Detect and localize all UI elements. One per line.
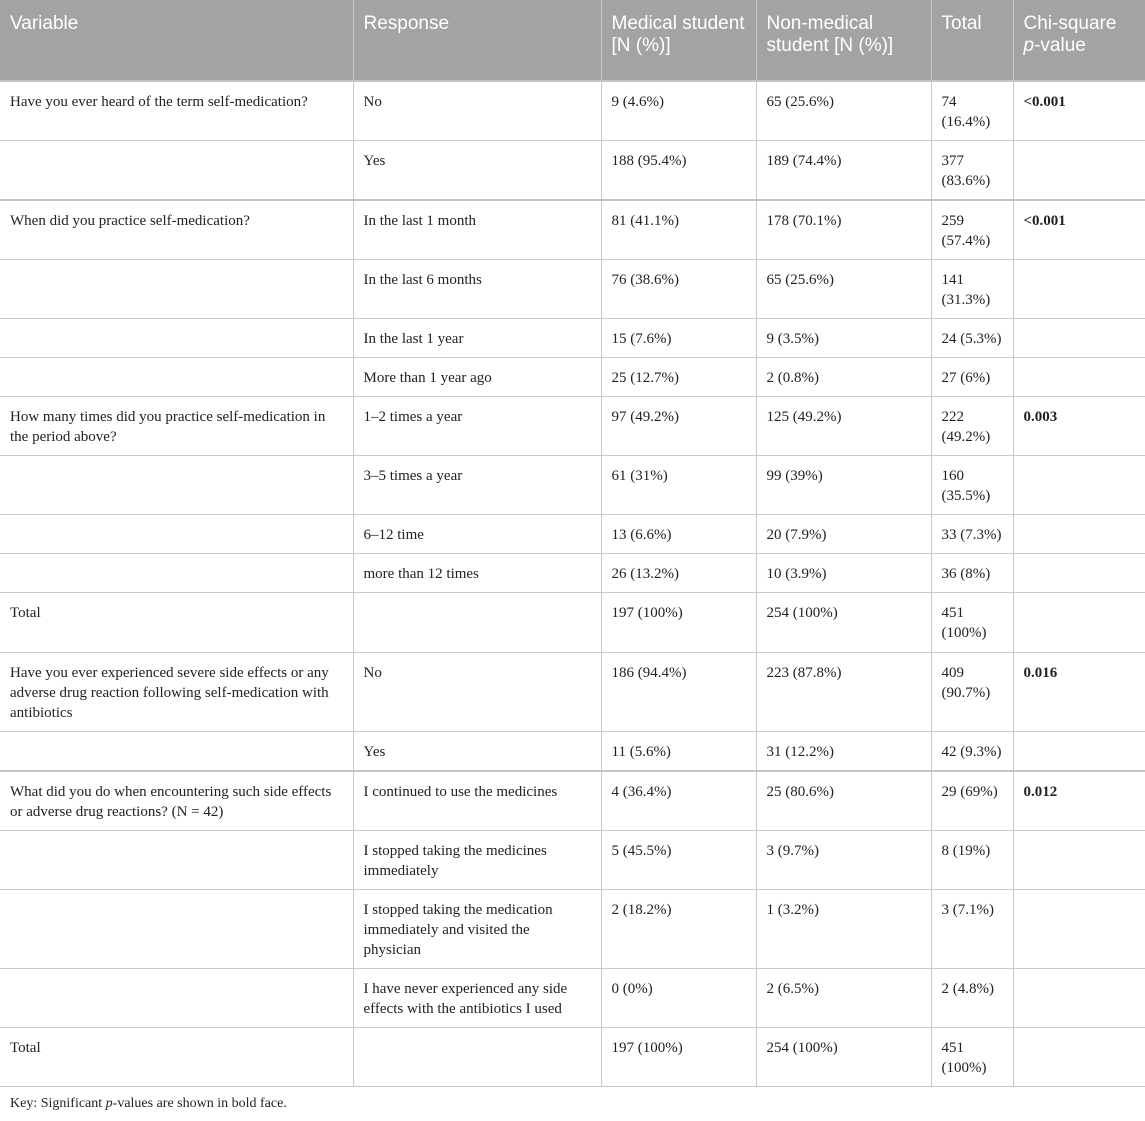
table-row (0, 200, 1145, 260)
cell-total: 74 (16.4%) (931, 81, 1013, 141)
header-chi-p: p (1023, 35, 1035, 56)
cell-total: 451 (100%) (931, 1028, 1013, 1087)
cell-response: No (353, 653, 601, 732)
table-row (0, 397, 1145, 456)
footnote-p: p (105, 1096, 113, 1111)
cell-nonmedical: 223 (87.8%) (756, 653, 931, 732)
table-row (0, 831, 1145, 890)
cell-nonmedical: 10 (3.9%) (756, 554, 931, 593)
cell-response: more than 12 times (353, 554, 601, 593)
table-row (0, 593, 1145, 653)
cell-nonmedical: 254 (100%) (756, 593, 931, 653)
table-row (0, 358, 1145, 397)
cell-p-value: <0.001 (1013, 200, 1145, 260)
header-row (0, 0, 1145, 81)
cell-nonmedical: 1 (3.2%) (756, 890, 931, 969)
cell-total: 377 (83.6%) (931, 141, 1013, 201)
cell-total: 2 (4.8%) (931, 969, 1013, 1028)
table-row (0, 456, 1145, 515)
cell-response: I have never experienced any side effects with the antibiotics I used (353, 969, 601, 1028)
cell-total: 33 (7.3%) (931, 515, 1013, 554)
cell-p-value: 0.012 (1013, 771, 1145, 831)
cell-medical: 5 (45.5%) (601, 831, 756, 890)
cell-nonmedical: 189 (74.4%) (756, 141, 931, 201)
cell-variable (0, 456, 353, 515)
cell-variable (0, 732, 353, 772)
cell-p-value (1013, 890, 1145, 969)
cell-medical: 4 (36.4%) (601, 771, 756, 831)
cell-response: 3–5 times a year (353, 456, 601, 515)
cell-medical: 197 (100%) (601, 1028, 756, 1087)
cell-medical: 188 (95.4%) (601, 141, 756, 201)
cell-nonmedical: 2 (6.5%) (756, 969, 931, 1028)
table-row (0, 771, 1145, 831)
footnote-prefix: Key: Significant (10, 1096, 106, 1111)
cell-total: 3 (7.1%) (931, 890, 1013, 969)
table-row (0, 81, 1145, 141)
cell-total: 451 (100%) (931, 593, 1013, 653)
cell-p-value: 0.016 (1013, 653, 1145, 732)
cell-variable: When did you practice self-medication? (0, 200, 353, 260)
cell-medical: 197 (100%) (601, 593, 756, 653)
table-row (0, 554, 1145, 593)
cell-response: I stopped taking the medication immediately and visited the physician (353, 890, 601, 969)
cell-nonmedical: 9 (3.5%) (756, 319, 931, 358)
cell-nonmedical: 31 (12.2%) (756, 732, 931, 772)
cell-p-value (1013, 554, 1145, 593)
cell-medical: 26 (13.2%) (601, 554, 756, 593)
cell-variable: Have you ever experienced severe side effects or any adverse drug reaction following self-medication with antibiotics (0, 653, 353, 732)
cell-variable (0, 358, 353, 397)
cell-medical: 186 (94.4%) (601, 653, 756, 732)
cell-variable (0, 969, 353, 1028)
header-nonmedical: Non-medical student [N (%)] (756, 0, 931, 81)
header-medical: Medical student [N (%)] (601, 0, 756, 81)
cell-nonmedical: 3 (9.7%) (756, 831, 931, 890)
cell-p-value (1013, 593, 1145, 653)
cell-p-value: 0.003 (1013, 397, 1145, 456)
cell-p-value (1013, 969, 1145, 1028)
cell-nonmedical: 178 (70.1%) (756, 200, 931, 260)
cell-total: 160 (35.5%) (931, 456, 1013, 515)
cell-medical: 97 (49.2%) (601, 397, 756, 456)
cell-total: 222 (49.2%) (931, 397, 1013, 456)
cell-p-value (1013, 456, 1145, 515)
cell-response: 6–12 time (353, 515, 601, 554)
table-row (0, 890, 1145, 969)
cell-variable (0, 141, 353, 201)
cell-variable: How many times did you practice self-medication in the period above? (0, 397, 353, 456)
cell-medical: 81 (41.1%) (601, 200, 756, 260)
cell-total: 42 (9.3%) (931, 732, 1013, 772)
cell-response (353, 593, 601, 653)
cell-nonmedical: 254 (100%) (756, 1028, 931, 1087)
cell-response: I stopped taking the medicines immediately (353, 831, 601, 890)
cell-variable: Total (0, 593, 353, 653)
cell-nonmedical: 2 (0.8%) (756, 358, 931, 397)
cell-total: 24 (5.3%) (931, 319, 1013, 358)
cell-variable: What did you do when encountering such side effects or adverse drug reactions? (N = 42) (0, 771, 353, 831)
header-chi-square (1013, 0, 1145, 81)
cell-variable (0, 260, 353, 319)
cell-p-value (1013, 732, 1145, 772)
cell-medical: 2 (18.2%) (601, 890, 756, 969)
table-row (0, 515, 1145, 554)
cell-p-value (1013, 141, 1145, 201)
cell-variable: Have you ever heard of the term self-medication? (0, 81, 353, 141)
cell-response: 1–2 times a year (353, 397, 601, 456)
cell-response: Yes (353, 141, 601, 201)
cell-medical: 76 (38.6%) (601, 260, 756, 319)
cell-nonmedical: 125 (49.2%) (756, 397, 931, 456)
table-row (0, 969, 1145, 1028)
cell-p-value (1013, 358, 1145, 397)
cell-medical: 11 (5.6%) (601, 732, 756, 772)
cell-response: In the last 1 year (353, 319, 601, 358)
cell-medical: 13 (6.6%) (601, 515, 756, 554)
cell-total: 29 (69%) (931, 771, 1013, 831)
cell-p-value (1013, 260, 1145, 319)
cell-medical: 15 (7.6%) (601, 319, 756, 358)
table-row (0, 732, 1145, 772)
cell-total: 141 (31.3%) (931, 260, 1013, 319)
cell-variable: Total (0, 1028, 353, 1087)
header-chi-suffix: -value (1034, 35, 1086, 56)
cell-response (353, 1028, 601, 1087)
table-footnote (10, 1096, 287, 1112)
cell-response: No (353, 81, 601, 141)
cell-p-value (1013, 319, 1145, 358)
cell-nonmedical: 25 (80.6%) (756, 771, 931, 831)
table-row (0, 653, 1145, 732)
cell-variable (0, 515, 353, 554)
cell-variable (0, 890, 353, 969)
cell-medical: 9 (4.6%) (601, 81, 756, 141)
cell-variable (0, 831, 353, 890)
cell-medical: 61 (31%) (601, 456, 756, 515)
cell-nonmedical: 65 (25.6%) (756, 81, 931, 141)
cell-response: More than 1 year ago (353, 358, 601, 397)
header-chi-prefix: Chi-square (1023, 13, 1117, 34)
cell-medical: 25 (12.7%) (601, 358, 756, 397)
table-row (0, 260, 1145, 319)
cell-response: Yes (353, 732, 601, 772)
cell-p-value (1013, 1028, 1145, 1087)
table-row (0, 319, 1145, 358)
header-variable: Variable (0, 0, 353, 81)
cell-p-value (1013, 831, 1145, 890)
cell-total: 27 (6%) (931, 358, 1013, 397)
cell-p-value (1013, 515, 1145, 554)
cell-variable (0, 319, 353, 358)
table-row (0, 141, 1145, 201)
footnote-suffix: -values are shown in bold face. (112, 1096, 287, 1111)
table-row (0, 1028, 1145, 1087)
header-total: Total (931, 0, 1013, 81)
cell-total: 36 (8%) (931, 554, 1013, 593)
cell-nonmedical: 65 (25.6%) (756, 260, 931, 319)
cell-response: In the last 6 months (353, 260, 601, 319)
cell-variable (0, 554, 353, 593)
cell-response: I continued to use the medicines (353, 771, 601, 831)
cell-medical: 0 (0%) (601, 969, 756, 1028)
cell-total: 8 (19%) (931, 831, 1013, 890)
cell-total: 409 (90.7%) (931, 653, 1013, 732)
cell-response: In the last 1 month (353, 200, 601, 260)
cell-nonmedical: 99 (39%) (756, 456, 931, 515)
cell-p-value: <0.001 (1013, 81, 1145, 141)
cell-total: 259 (57.4%) (931, 200, 1013, 260)
cell-nonmedical: 20 (7.9%) (756, 515, 931, 554)
header-response: Response (353, 0, 601, 81)
